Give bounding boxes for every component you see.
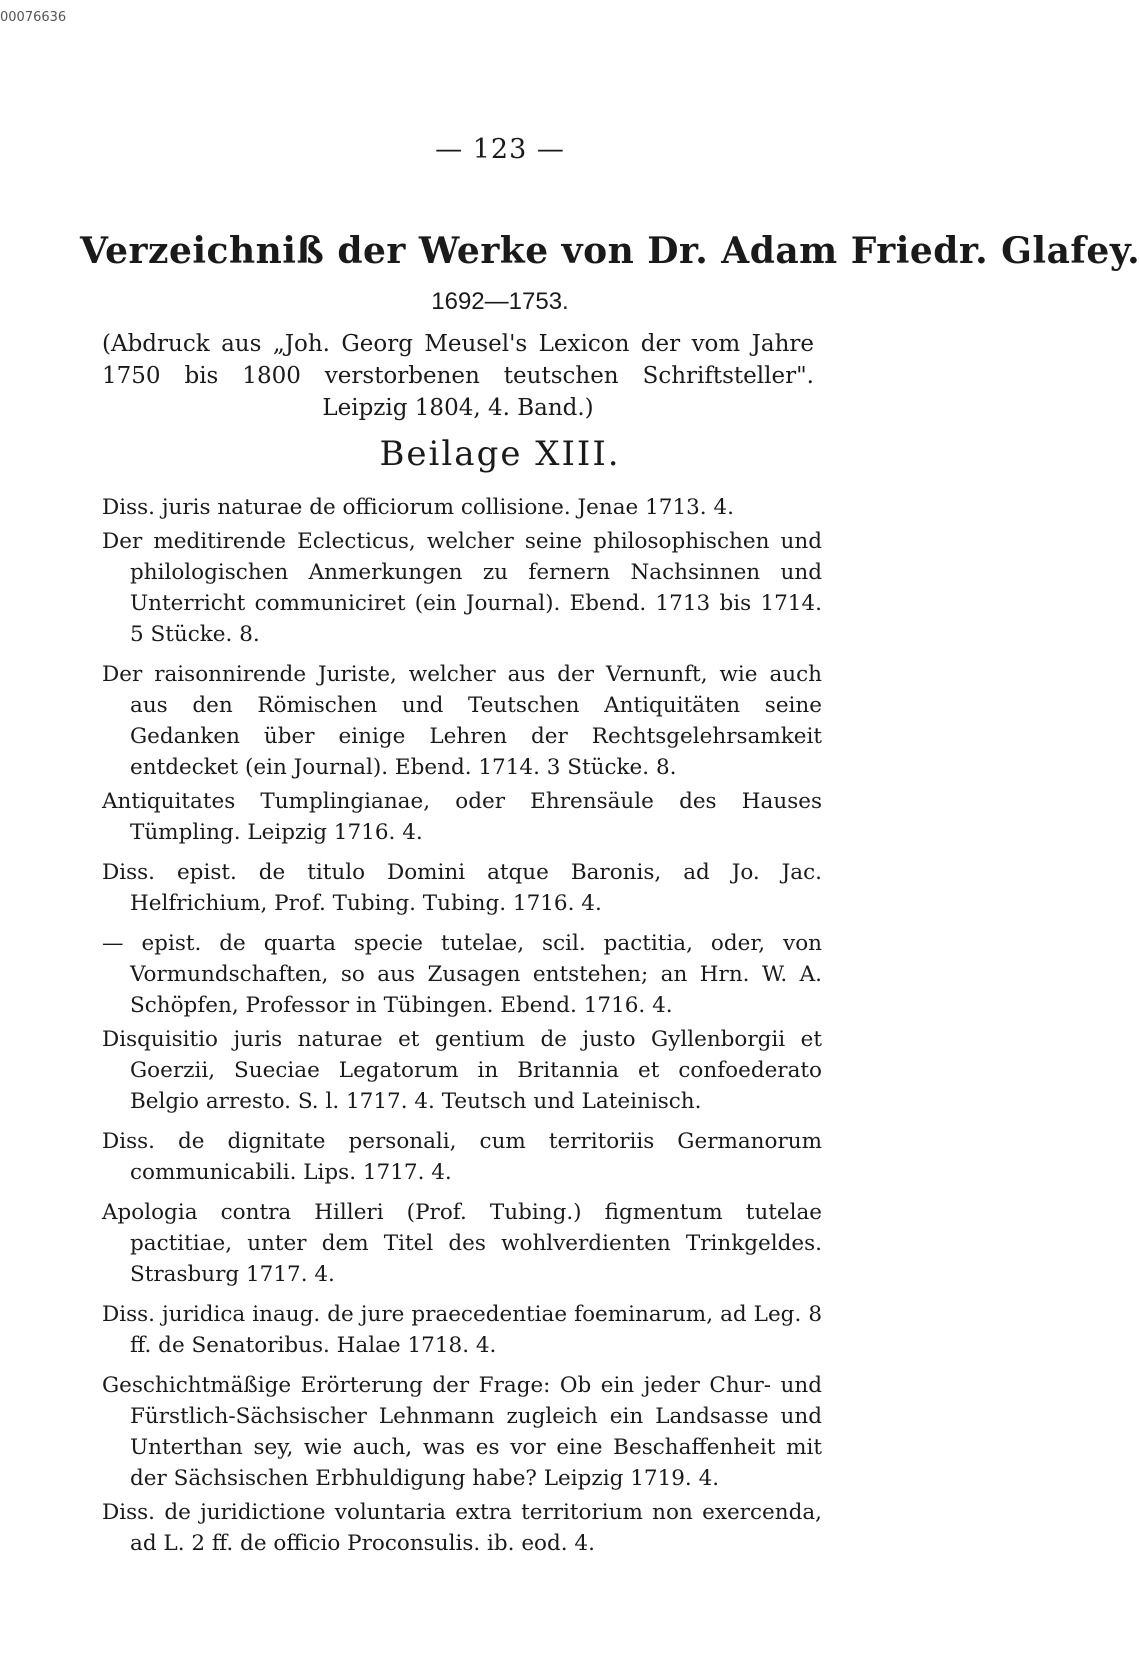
list-item: Antiquitates Tumplingianae, oder Ehrensäule des Hauses Tümpling. Leipzig 1716. 4. — [102, 789, 822, 845]
works-list — [102, 492, 822, 1568]
list-item: — epist. de quarta specie tutelae, scil. pactitia, oder, von Vormundschaften, so aus Zusagen entstehen; an Hrn. W. A. Schöpfen, Professor in Tübingen. Ebend. 1716. 4. — [102, 931, 822, 1018]
list-item: Diss. juridica inaug. de jure praecedentiae foeminarum, ad Leg. 8 ff. de Senatoribus. Halae 1718. 4. — [102, 1302, 822, 1358]
page-number: — 123 — — [435, 134, 565, 165]
list-item: Diss. juris naturae de officiorum collisione. Jenae 1713. 4. — [102, 495, 734, 520]
scan-id: 00076636 — [0, 10, 67, 25]
list-item: Diss. de juridictione voluntaria extra territorium non exercenda, ad L. 2 ff. de officio Proconsulis. ib. eod. 4. — [102, 1500, 822, 1556]
list-item: Der raisonnirende Juriste, welcher aus der Vernunft, wie auch aus den Römischen und Teutschen Antiquitäten seine Gedanken über einige Lehren der Rechtsgelehrsamkeit entdecket (ein Journal). Ebend. 1714. 3 Stücke. 8. — [102, 662, 822, 780]
life-years: 1692—1753. — [431, 288, 569, 315]
list-item: Disquisitio juris naturae et gentium de justo Gyllenborgii et Goerzii, Sueciae Legatorum in Britannia et confoederato Belgio arresto. S. l. 1717. 4. Teutsch und Lateinisch. — [102, 1027, 822, 1114]
list-item: Diss. de dignitate personali, cum territoriis Germanorum communicabili. Lips. 1717. 4. — [102, 1129, 822, 1185]
supplement-heading: Beilage XIII. — [379, 434, 621, 474]
list-item: Geschichtmäßige Erörterung der Frage: Ob ein jeder Chur- und Fürstlich-Sächsischer Lehnmann zugleich ein Landsasse und Unterthan sey, wie auch, was es vor eine Beschaffenheit mit der Sächsischen Erbhuldigung habe? Leipzig 1719. 4. — [102, 1373, 822, 1491]
list-item: Diss. epist. de titulo Domini atque Baronis, ad Jo. Jac. Helfrichium, Prof. Tubing. Tubing. 1716. 4. — [102, 860, 822, 916]
page-title: Verzeichniß der Werke von Dr. Adam Friedr. Glafey. — [80, 230, 1140, 272]
list-item: Der meditirende Eclecticus, welcher seine philosophischen und philologischen Anmerkungen zu fernern Nachsinnen und Unterricht communiciret (ein Journal). Ebend. 1713 bis 1714. 5 Stücke. 8. — [102, 529, 822, 647]
list-item: Apologia contra Hilleri (Prof. Tubing.) figmentum tutelae pactitiae, unter dem Titel des wohlverdienten Trinkgeldes. Strasburg 1717. 4. — [102, 1200, 822, 1287]
source-note: (Abdruck aus „Joh. Georg Meusel's Lexicon der vom Jahre 1750 bis 1800 verstorbenen teutschen Schriftsteller". Leipzig 1804, 4. Band.) — [102, 331, 814, 421]
